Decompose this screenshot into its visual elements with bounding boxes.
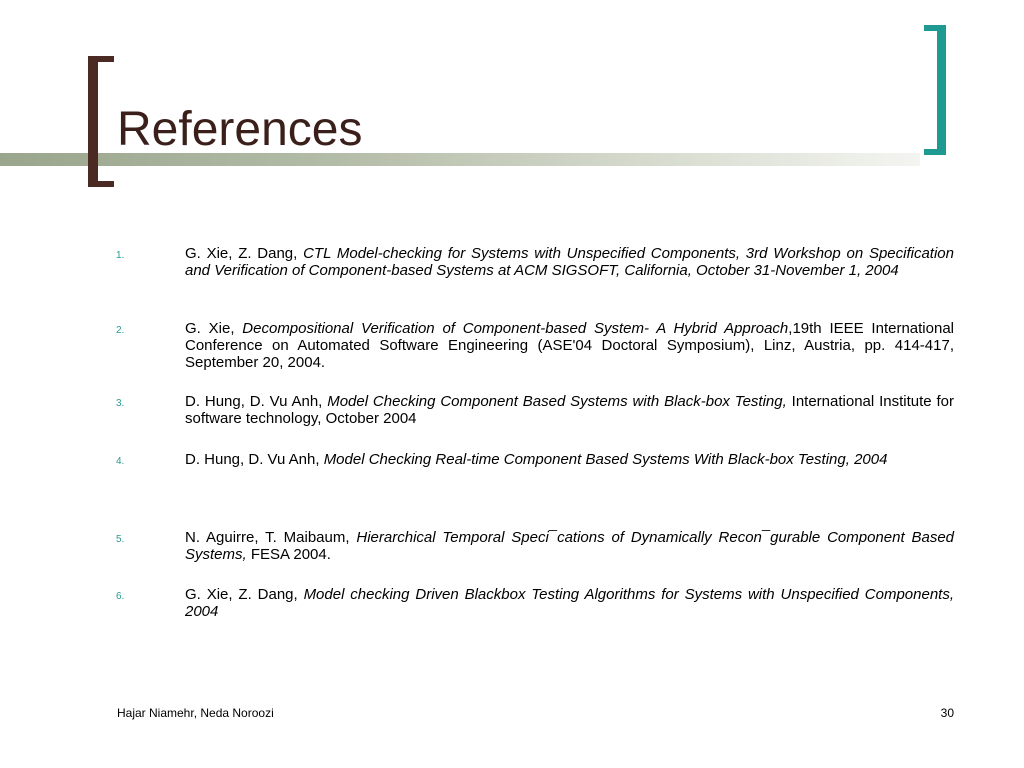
reference-text xyxy=(185,320,954,371)
left-bracket-decoration xyxy=(88,56,114,187)
reference-details: ,19th IEEE International Conference on Automated Software Engineering (ASE'04 Doctoral Symposium), Linz, Austria, pp. 414-417, September 20, 2004. xyxy=(185,320,954,371)
reference-authors: D. Hung, D. Vu Anh, xyxy=(185,451,324,468)
reference-details: International Institute for software technology, October 2004 xyxy=(185,393,954,427)
reference-title: Decompositional Verification of Component-based System- A Hybrid Approach xyxy=(242,320,789,337)
reference-title: CTL Model-checking for Systems with Unspecified Components, 3rd Workshop on Specification and Verification of Component-based Systems at ACM SIGSOFT, California, October 31-November 1, 2004 xyxy=(185,245,954,279)
reference-text xyxy=(185,245,954,279)
reference-authors: G. Xie, xyxy=(185,320,243,337)
reference-title: Model checking Driven Blackbox Testing Algorithms for Systems with Unspecified Components, 2004 xyxy=(185,586,954,620)
reference-title: Model Checking Component Based Systems with Black-box Testing, xyxy=(327,393,787,410)
reference-number: 6. xyxy=(116,591,125,602)
reference-authors: G. Xie, Z. Dang, xyxy=(185,245,304,262)
reference-text xyxy=(185,586,954,620)
reference-number: 1. xyxy=(116,250,125,261)
reference-title: Hierarchical Temporal Speci¯cations of Dynamically Recon¯gurable Component Based Systems, xyxy=(185,529,955,563)
reference-text xyxy=(185,529,954,563)
slide-title: References xyxy=(117,103,363,156)
footer-page-number: 30 xyxy=(940,706,954,720)
reference-details: FESA 2004. xyxy=(246,546,331,563)
reference-number: 2. xyxy=(116,325,125,336)
reference-title: Model Checking Real-time Component Based Systems With Black-box Testing, 2004 xyxy=(323,451,888,468)
reference-authors: D. Hung, D. Vu Anh, xyxy=(185,393,328,410)
reference-number: 5. xyxy=(116,534,125,545)
reference-authors: G. Xie, Z. Dang, xyxy=(185,586,304,603)
right-bracket-decoration xyxy=(924,25,946,155)
reference-text xyxy=(185,393,954,427)
reference-text xyxy=(185,451,954,468)
reference-number: 4. xyxy=(116,456,125,467)
footer-authors: Hajar Niamehr, Neda Noroozi xyxy=(117,706,274,720)
reference-authors: N. Aguirre, T. Maibaum, xyxy=(185,529,357,546)
reference-number: 3. xyxy=(116,398,125,409)
